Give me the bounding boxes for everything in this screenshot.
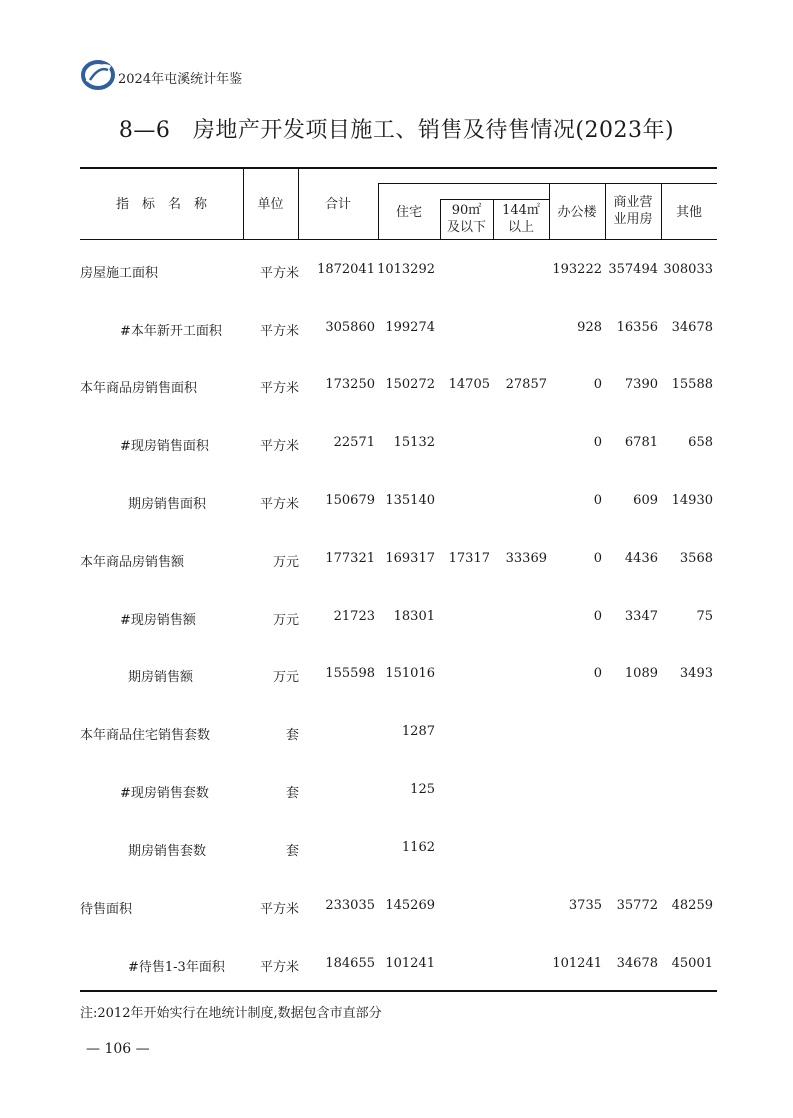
row-unit: 万元	[272, 613, 299, 628]
row-residential: 1287	[401, 724, 435, 739]
row-residential: 101241	[385, 956, 435, 971]
row-unit: 平方米	[259, 266, 299, 281]
row-unit: 万元	[272, 670, 299, 685]
row-above144: 33369	[505, 551, 547, 566]
table-row	[80, 262, 717, 282]
row-other: 308033	[663, 262, 713, 277]
table-row	[80, 377, 717, 397]
row-residential: 199274	[385, 320, 435, 335]
row-other: 3493	[679, 666, 713, 681]
row-residential: 125	[410, 782, 435, 797]
header-divider	[440, 199, 549, 200]
row-other: 48259	[671, 898, 713, 913]
row-total: 150679	[325, 493, 375, 508]
row-name: 本年商品住宅销售套数	[80, 728, 211, 743]
row-other: 45001	[671, 956, 713, 971]
row-other: 15588	[671, 377, 713, 392]
row-residential: 151016	[385, 666, 435, 681]
row-name: #本年新开工面积	[120, 324, 222, 339]
col-above144-line1: 144㎡	[502, 203, 540, 218]
row-office: 0	[593, 493, 602, 508]
table-top-rule	[80, 167, 717, 169]
row-office: 3735	[568, 898, 602, 913]
row-total: 1872041	[317, 262, 375, 277]
row-commercial: 609	[633, 493, 658, 508]
row-residential: 150272	[385, 377, 435, 392]
row-total: 155598	[325, 666, 375, 681]
row-other: 658	[688, 435, 713, 450]
row-above144: 27857	[505, 377, 547, 392]
row-other: 75	[696, 609, 713, 624]
row-commercial: 34678	[616, 956, 658, 971]
col-commercial-line1: 商业营	[613, 195, 653, 210]
row-office: 101241	[552, 956, 602, 971]
table-row	[80, 956, 717, 976]
col-other: 其他	[675, 205, 702, 220]
row-office: 0	[593, 551, 602, 566]
row-other: 34678	[671, 320, 713, 335]
table-row	[80, 609, 717, 629]
col-below90-line1: 90㎡	[451, 203, 482, 218]
row-commercial: 4436	[624, 551, 658, 566]
row-residential: 135140	[385, 493, 435, 508]
row-residential: 18301	[393, 609, 435, 624]
row-unit: 万元	[272, 555, 299, 570]
col-indicator: 指 标 名 称	[115, 197, 207, 212]
row-commercial: 7390	[624, 377, 658, 392]
row-office: 928	[577, 320, 602, 335]
row-residential: 1013292	[377, 262, 435, 277]
row-unit: 套	[285, 728, 299, 743]
row-name: #待售1-3年面积	[128, 960, 225, 975]
row-unit: 套	[285, 786, 299, 801]
page-title: 8—6 房地产开发项目施工、销售及待售情况(2023年)	[118, 118, 675, 143]
row-residential: 1162	[401, 840, 435, 855]
col-commercial	[605, 194, 661, 228]
row-total: 305860	[325, 320, 375, 335]
row-unit: 平方米	[259, 439, 299, 454]
col-above144-line2: 以上	[507, 220, 534, 235]
col-unit: 单位	[257, 197, 284, 212]
row-name: 期房销售面积	[128, 497, 207, 512]
table-row	[80, 551, 717, 571]
row-below90: 17317	[448, 551, 490, 566]
row-name: 房屋施工面积	[80, 266, 159, 281]
row-residential: 169317	[385, 551, 435, 566]
row-total: 177321	[325, 551, 375, 566]
row-name: #现房销售额	[120, 613, 196, 628]
row-total: 173250	[325, 377, 375, 392]
col-below90	[440, 202, 493, 236]
table-row	[80, 435, 717, 455]
table-footnote: 注:2012年开始实行在地统计制度,数据包含市直部分	[80, 1006, 382, 1021]
row-below90: 14705	[448, 377, 490, 392]
table-row	[80, 898, 717, 918]
yearbook-name: 2024年屯溪统计年鉴	[118, 72, 243, 87]
row-name: 本年商品房销售额	[80, 555, 185, 570]
row-name: 期房销售额	[128, 670, 194, 685]
row-name: #现房销售套数	[120, 786, 209, 801]
row-unit: 平方米	[259, 381, 299, 396]
row-total: 233035	[325, 898, 375, 913]
table-row	[80, 493, 717, 513]
row-unit: 平方米	[259, 960, 299, 975]
row-total: 184655	[325, 956, 375, 971]
row-office: 193222	[552, 262, 602, 277]
row-name: 期房销售套数	[128, 844, 207, 859]
row-unit: 平方米	[259, 902, 299, 917]
table-row	[80, 840, 717, 860]
col-office: 办公楼	[557, 205, 597, 220]
row-commercial: 1089	[624, 666, 658, 681]
table-row	[80, 320, 717, 340]
row-name: #现房销售面积	[120, 439, 209, 454]
row-unit: 平方米	[259, 497, 299, 512]
row-other: 3568	[679, 551, 713, 566]
table-row	[80, 724, 717, 744]
row-commercial: 6781	[624, 435, 658, 450]
row-residential: 145269	[385, 898, 435, 913]
row-commercial: 35772	[616, 898, 658, 913]
yearbook-logo-icon	[80, 58, 116, 92]
page-number: — 106 —	[86, 1041, 150, 1057]
row-commercial: 16356	[616, 320, 658, 335]
row-commercial: 357494	[608, 262, 658, 277]
row-name: 待售面积	[80, 902, 133, 917]
col-below90-line2: 及以下	[446, 220, 486, 235]
table-header-rule	[80, 239, 717, 240]
row-commercial: 3347	[624, 609, 658, 624]
row-unit: 套	[285, 844, 299, 859]
col-residential: 住宅	[395, 205, 422, 220]
row-office: 0	[593, 377, 602, 392]
row-total: 21723	[333, 609, 375, 624]
col-commercial-line2: 业用房	[613, 212, 653, 227]
row-residential: 15132	[393, 435, 435, 450]
row-office: 0	[593, 435, 602, 450]
table-row	[80, 782, 717, 802]
col-above144	[493, 202, 549, 236]
row-office: 0	[593, 666, 602, 681]
row-name: 本年商品房销售面积	[80, 381, 198, 396]
row-unit: 平方米	[259, 324, 299, 339]
col-total: 合计	[324, 197, 351, 212]
table-row	[80, 666, 717, 686]
row-total: 22571	[333, 435, 375, 450]
row-other: 14930	[671, 493, 713, 508]
table-bottom-rule	[80, 990, 717, 992]
row-office: 0	[593, 609, 602, 624]
header-divider	[378, 183, 717, 184]
